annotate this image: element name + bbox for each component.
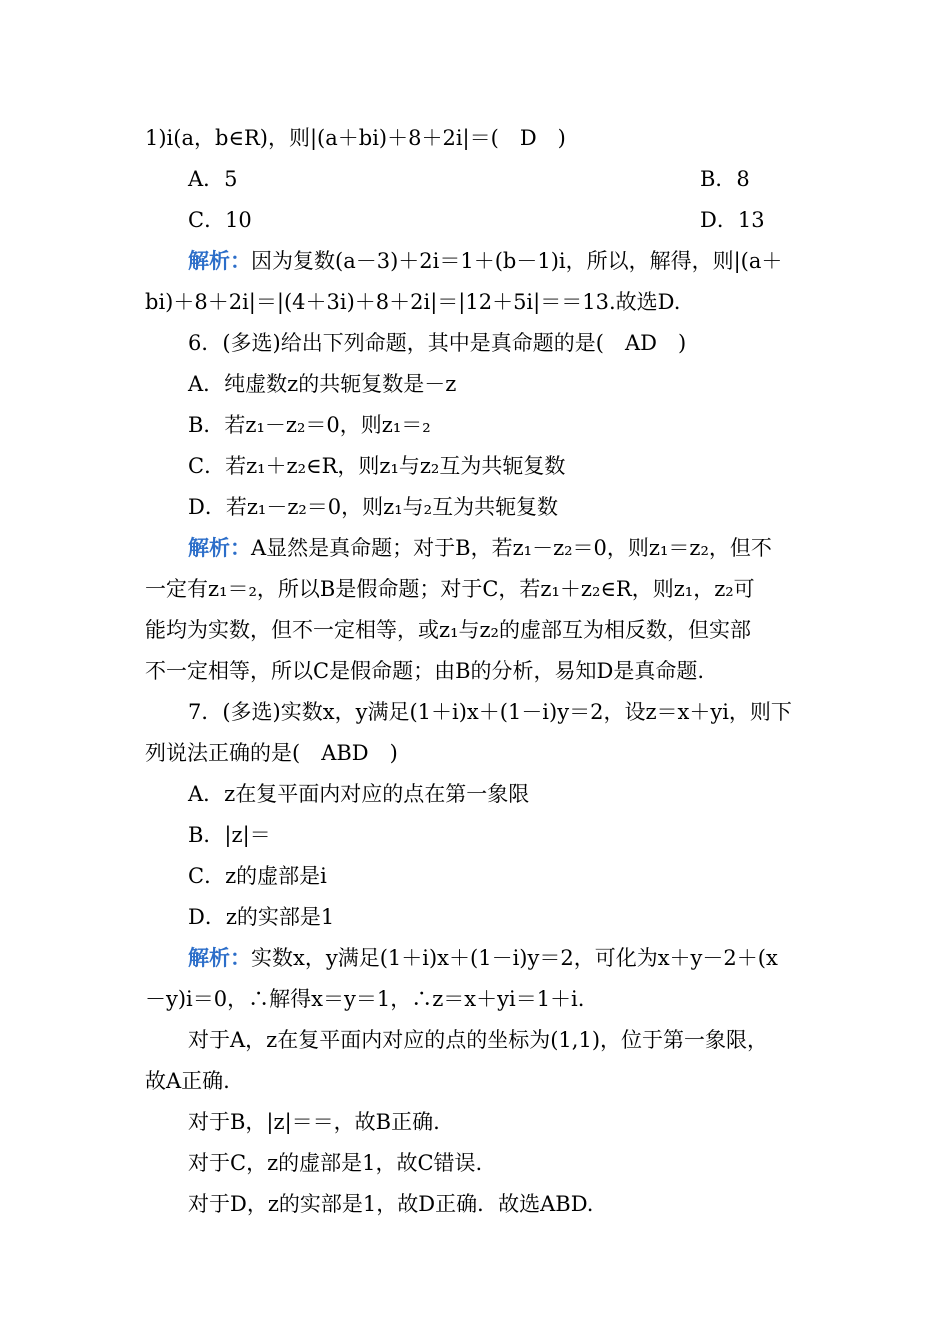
q6-option-c: C．若z₁＋z₂∈R，则z₁与z₂互为共轭复数 — [188, 454, 566, 478]
q5-options-row-2 — [188, 206, 815, 234]
q6-explanation-text-1: A显然是真命题；对于B，若z₁－z₂＝0，则z₁＝z₂，但不 — [251, 536, 772, 560]
q7-explanation-line-2: －y)i＝0，∴解得x＝y＝1，∴z＝x＋yi＝1＋i. — [145, 987, 585, 1011]
q7-explanation-line-1 — [188, 944, 815, 972]
q5-options-row-1 — [188, 165, 815, 193]
q6-explanation-line-1 — [188, 534, 815, 562]
q5-option-b: B．8 — [700, 167, 750, 191]
q6-option-a: A．纯虚数z的共轭复数是－z — [188, 372, 457, 396]
q7-explanation-line-6: 对于C，z的虚部是1，故C错误. — [188, 1151, 483, 1175]
q6-explanation-line-4: 不一定相等，所以C是假命题；由B的分析，易知D是真命题. — [145, 659, 705, 683]
q5-explanation-text-1: 因为复数(a－3)＋2i＝1＋(b－1)i，所以，解得，则|(a＋ — [251, 249, 783, 273]
q7-explanation-line-3: 对于A，z在复平面内对应的点的坐标为(1,1)，位于第一象限， — [188, 1028, 769, 1052]
q5-explanation-line-1 — [188, 247, 815, 275]
q5-option-d: D．13 — [700, 208, 765, 232]
q7-stem-line-2: 列说法正确的是( ABD ) — [145, 741, 398, 765]
q7-explanation-line-7: 对于D，z的实部是1，故D正确．故选ABD. — [188, 1192, 594, 1216]
q7-option-c: C．z的虚部是i — [188, 864, 327, 888]
q7-stem-line-1: 7．(多选)实数x，y满足(1＋i)x＋(1－i)y＝2，设z＝x＋yi，则下 — [188, 700, 792, 724]
q6-explanation-line-3: 能均为实数，但不一定相等，或z₁与z₂的虚部互为相反数，但实部 — [145, 618, 751, 642]
q7-explanation-text-1: 实数x，y满足(1＋i)x＋(1－i)y＝2，可化为x＋y－2＋(x — [251, 946, 778, 970]
q6-explanation-label: 解析： — [188, 535, 251, 560]
q6-stem: 6．(多选)给出下列命题，其中是真命题的是( AD ) — [188, 331, 687, 355]
q7-explanation-line-5: 对于B，|z|＝＝，故B正确. — [188, 1110, 440, 1134]
q6-option-d: D．若z₁－z₂＝0，则z₁与₂互为共轭复数 — [188, 495, 559, 519]
q7-option-a: A．z在复平面内对应的点在第一象限 — [188, 782, 530, 806]
q5-explanation-line-2: bi)＋8＋2i|＝|(4＋3i)＋8＋2i|＝|12＋5i|＝＝13.故选D. — [145, 290, 681, 314]
q5-option-a: A．5 — [188, 167, 238, 191]
q6-option-b: B．若z₁－z₂＝0，则z₁＝₂ — [188, 413, 431, 437]
q7-option-b: B．|z|＝ — [188, 823, 271, 847]
q7-explanation-line-4: 故A正确. — [145, 1069, 230, 1093]
q5-option-c: C．10 — [188, 208, 252, 232]
q6-explanation-line-2: 一定有z₁＝₂，所以B是假命题；对于C，若z₁＋z₂∈R，则z₁，z₂可 — [145, 577, 755, 601]
q5-explanation-label: 解析： — [188, 248, 251, 273]
q7-option-d: D．z的实部是1 — [188, 905, 335, 929]
q7-explanation-label: 解析： — [188, 945, 251, 970]
q5-stem: 1)i(a，b∈R)，则|(a＋bi)＋8＋2i|＝( D ) — [145, 126, 566, 150]
